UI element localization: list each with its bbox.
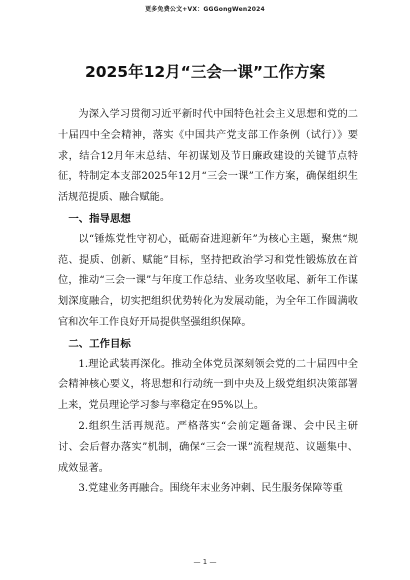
section-heading-work-goals: 二、工作目标 (68, 337, 131, 350)
goal-item-organization: 2.组织生活再规范。严格落实“会前定题备课、会中民主研讨、会后督办落实”机制，确保“三会一课”流程规范、议题集中、成效显著。 (58, 420, 358, 474)
goal-item-theory: 1.理论武装再深化。推动全体党员深刻领会党的二十届四中全会精神核心要义，将思想和行动统一到中央及上级党组织决策部署上来，党员理论学习参与率稳定在95%以上。 (58, 358, 358, 412)
intro-paragraph: 为深入学习贯彻习近平新时代中国特色社会主义思想和党的二十届四中全会精神，落实《中国共产党支部工作条例（试行）》要求，结合12月年末总结、年初谋划及节日廉政建设的关键节点特征，特制定本支部2025年12月“三会一课”工作方案，确保组织生活规范提质、融合赋能。 (58, 109, 358, 204)
guiding-ideology-paragraph: 以“锤炼党性守初心，砥砺奋进迎新年”为核心主题，聚焦“规范、提质、创新、赋能”目标，坚持把政治学习和党性锻炼放在首位，推动“三会一课”与年度工作总结、业务攻坚收尾、新年工作谋划深度融合，切实把组织优势转化为发展动能，为全年工作圆满收官和次年工作良好开局提供坚强组织保障。 (58, 233, 358, 328)
document-body (58, 105, 358, 500)
goal-item-integration: 3.党建业务再融合。围绕年末业务冲刺、民生服务保障等重 (78, 483, 343, 495)
page-number: — 1 — (193, 558, 217, 566)
section-heading-guiding-ideology: 一、指导思想 (68, 212, 131, 225)
header-watermark-text: 更多免费公文+VX：GGGongWen2024 (145, 5, 265, 13)
document-title: 2025年12月“三会一课”工作方案 (84, 63, 326, 81)
header-watermark-bar (0, 0, 410, 16)
